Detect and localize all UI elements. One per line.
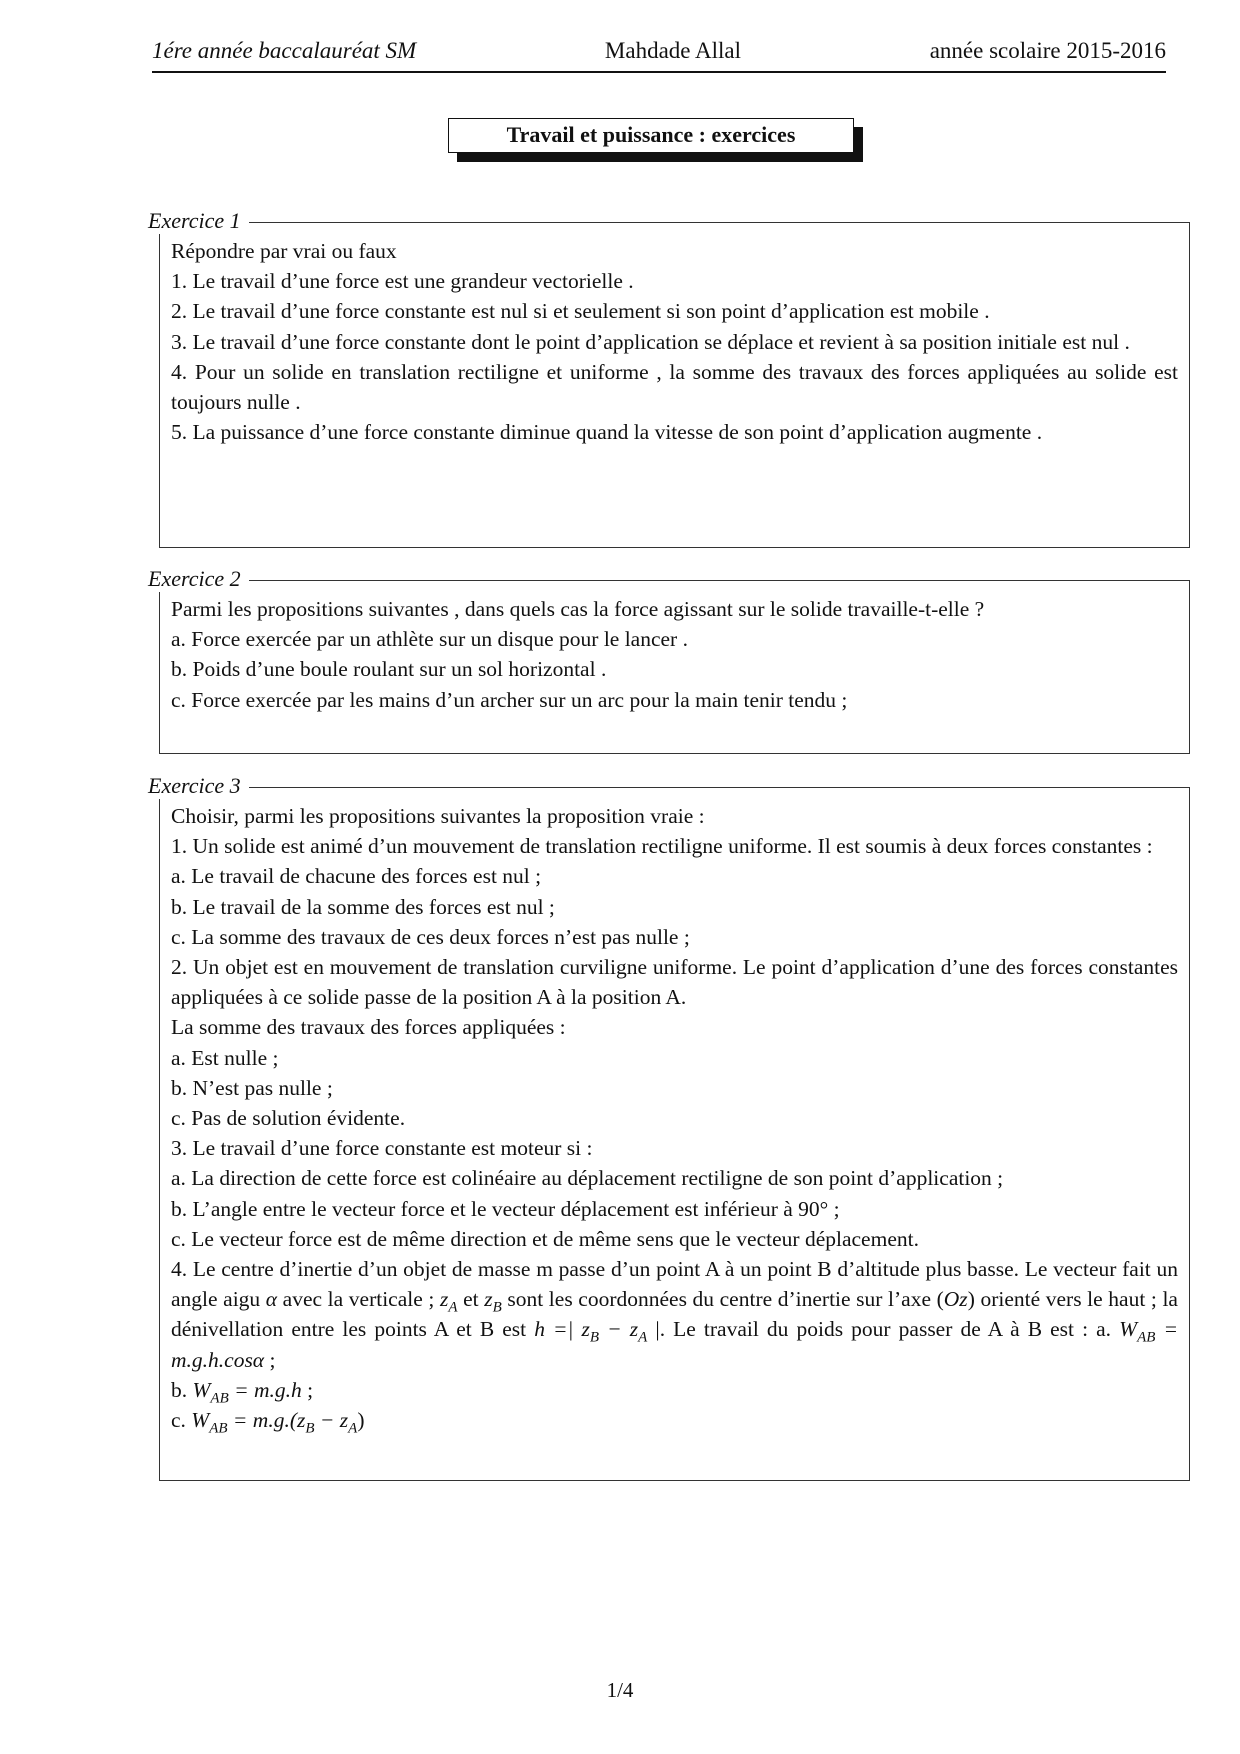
text-line: a. La direction de cette force est colinéaire au déplacement rectiligne de son point d’application ; bbox=[171, 1166, 1004, 1191]
exercise-label: Exercice 3 bbox=[148, 773, 249, 799]
exercise-text bbox=[171, 236, 1178, 447]
text-line: Choisir, parmi les propositions suivantes la proposition vraie : bbox=[171, 804, 705, 828]
option-c: c. $W_{AB} = m.g.(z_B - z_A)$ bbox=[171, 1408, 365, 1437]
text-line: c. Force exercée par les mains d’un archer sur un arc pour la main tenir tendu ; bbox=[171, 687, 848, 712]
text-line: Parmi les propositions suivantes , dans quels cas la force agissant sur le solide travaille-t-elle ? bbox=[171, 597, 985, 621]
text-line: La somme des travaux des forces appliquées : bbox=[171, 1015, 566, 1040]
text-line: 2. Un objet est en mouvement de translation curviligne uniforme. Le point d’application d’une des forces constantes appliquées à ce solide passe de la position A à la position A. bbox=[171, 955, 1178, 1010]
text-line: 1. Le travail d’une force est une grandeur vectorielle . bbox=[171, 269, 634, 294]
exercise-3 bbox=[148, 773, 1190, 1481]
text-line: b. N’est pas nulle ; bbox=[171, 1075, 333, 1100]
page-header bbox=[152, 38, 1166, 64]
text-line: a. Le travail de chacune des forces est nul ; bbox=[171, 864, 542, 889]
exercise-text bbox=[171, 801, 1178, 1435]
exercise-1 bbox=[148, 208, 1190, 548]
header-class: 1ére année baccalauréat SM bbox=[152, 38, 417, 63]
text-line: 4. Pour un solide en translation rectiligne et uniforme , la somme des travaux des forces appliquées au solide est toujours nulle . bbox=[171, 359, 1178, 415]
text-line: b. L’angle entre le vecteur force et le vecteur déplacement est inférieur à 90° ; bbox=[171, 1196, 840, 1221]
text-line: Répondre par vrai ou faux bbox=[171, 239, 397, 263]
text-line: b. Poids d’une boule roulant sur un sol horizontal . bbox=[171, 657, 607, 682]
exercise-text bbox=[171, 594, 1178, 715]
document-title: Travail et puissance : exercices bbox=[448, 118, 854, 153]
exercise-2 bbox=[148, 566, 1190, 754]
question-4: 4. Le centre d’inertie d’un objet de masse m passe d’un point A à un point B d’altitude plus basse. Le vecteur fait un angle aigu α avec la verticale ; $z_A$ et $z_B$ sont les coordonnées du centre d’inertie sur l’axe (Oz) orienté vers le haut ; la dénivellation entre les points A et B est h =| $z_B - z_A$ |. Le travail du poids pour passer de A à B est : a. $W_{AB} = m.g.h.\cos\alpha$ ; bbox=[171, 1257, 1178, 1372]
text-line: a. Force exercée par un athlète sur un disque pour le lancer . bbox=[171, 627, 688, 652]
option-b: b. $W_{AB} = m.g.h$ ; bbox=[171, 1377, 314, 1407]
text-line: c. La somme des travaux de ces deux forces n’est pas nulle ; bbox=[171, 924, 690, 949]
text-line: 2. Le travail d’une force constante est nul si et seulement si son point d’application est mobile . bbox=[171, 299, 990, 324]
header-year: année scolaire 2015-2016 bbox=[929, 38, 1166, 63]
text-line: 5. La puissance d’une force constante diminue quand la vitesse de son point d’application augmente . bbox=[171, 420, 1043, 445]
text-line: 1. Un solide est animé d’un mouvement de translation rectiligne uniforme. Il est soumis à deux forces constantes : bbox=[171, 834, 1153, 859]
page-number: 1/4 bbox=[606, 1678, 634, 1702]
exercise-label: Exercice 1 bbox=[148, 208, 249, 234]
text-line: a. Est nulle ; bbox=[171, 1045, 279, 1070]
header-author: Mahdade Allal bbox=[604, 38, 741, 63]
text-line: b. Le travail de la somme des forces est nul ; bbox=[171, 894, 555, 919]
exercise-label: Exercice 2 bbox=[148, 566, 249, 592]
text-line: c. Pas de solution évidente. bbox=[171, 1106, 406, 1131]
text-line: 3. Le travail d’une force constante dont le point d’application se déplace et revient à sa position initiale est nul . bbox=[171, 329, 1130, 354]
header-rule bbox=[152, 71, 1166, 73]
text-line: 3. Le travail d’une force constante est moteur si : bbox=[171, 1136, 593, 1161]
text-line: c. Le vecteur force est de même direction et de même sens que le vecteur déplacement. bbox=[171, 1226, 919, 1251]
